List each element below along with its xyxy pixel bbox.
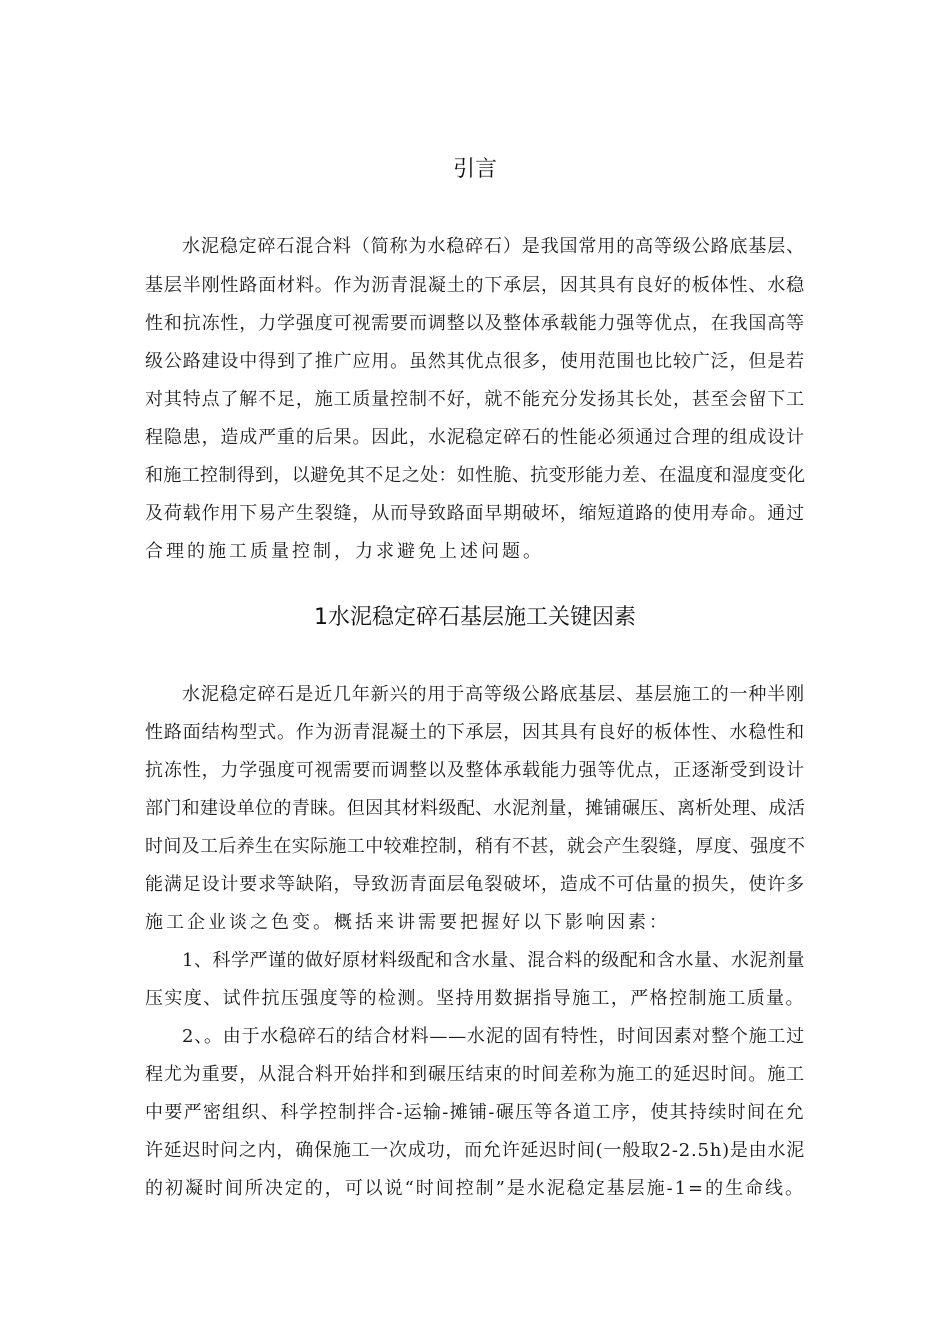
- text-line: 许延迟时问之内，确保施工一次成功，而允许延迟时间(一般取2-2.5h)是由水泥: [145, 1140, 805, 1161]
- text-line: 性路面结构型式。作为沥青混凝土的下承层，因其具有良好的板体性、水稳性和: [145, 722, 805, 743]
- text-line: 抗冻性，力学强度可视需要而调整以及整体承载能力强等优点，正逐渐受到设计: [145, 760, 805, 781]
- text-line: 级公路建设中得到了推广应用。虽然其优点很多，使用范围也比较广泛，但是若: [145, 351, 805, 372]
- text-line: 时间及工后养生在实际施工中较难控制，稍有不甚，就会产生裂缝，厚度、强度不: [145, 836, 806, 857]
- text-line: 水泥稳定碎石是近几年新兴的用于高等级公路底基层、基层施工的一种半刚: [182, 684, 805, 705]
- text-line: 施工企业谈之色变。概括来讲需要把握好以下影响因素：: [145, 912, 670, 933]
- text-line: 2、。由于水稳碎石的结合材料——水泥的固有特性，时间因素对整个施工过: [182, 1026, 805, 1047]
- text-line: 对其特点了解不足，施工质量控制不好，就不能充分发扬其长处，甚至会留下工: [145, 389, 805, 410]
- section-heading: 1水泥稳定碎石基层施工关键因素: [314, 605, 636, 630]
- text-line: 水泥稳定碎石混合料（简称为水稳碎石）是我国常用的高等级公路底基层、: [182, 236, 805, 257]
- text-line: 部门和建设单位的青睐。但因其材料级配、水泥剂量，摊铺碾压、离析处理、成活: [145, 798, 806, 819]
- text-line: 程尤为重要，从混合料开始拌和到碾压结束的时间差称为施工的延迟时间。施工: [145, 1064, 805, 1085]
- text-line: 能满足设计要求等缺陷，导致沥青面层龟裂破坏，造成不可估量的损失，使许多: [145, 874, 805, 895]
- text-line: 中要严密组织、科学控制拌合-运输-摊铺-碾压等各道工序，使其持续时间在允: [145, 1102, 805, 1123]
- text-line: 合理的施工质量控制，力求避免上述问题。: [145, 541, 544, 562]
- text-line: 的初凝时间所决定的，可以说“时间控制”是水泥稳定基层施-1=的生命线。: [145, 1178, 805, 1199]
- text-line: 性和抗冻性，力学强度可视需要而调整以及整体承载能力强等优点，在我国高等: [145, 313, 805, 334]
- text-line: 压实度、试件抗压强度等的检测。坚持用数据指导施工，严格控制施工质量。: [145, 988, 805, 1009]
- text-line: 及荷载作用下易产生裂缝，从而导致路面早期破坏，缩短道路的使用寿命。通过: [145, 503, 805, 524]
- text-line: 基层半刚性路面材料。作为沥青混凝土的下承层，因其具有良好的板体性、水稳: [145, 275, 805, 296]
- intro-heading: 引言: [452, 157, 497, 182]
- text-line: 1、科学严谨的做好原材料级配和含水量、混合料的级配和含水量、水泥剂量: [182, 950, 805, 971]
- text-line: 程隐患，造成严重的后果。因此，水泥稳定碎石的性能必须通过合理的组成设计: [145, 427, 805, 448]
- text-line: 和施工控制得到，以避免其不足之处：如性脆、抗变形能力差、在温度和湿度变化: [145, 465, 806, 486]
